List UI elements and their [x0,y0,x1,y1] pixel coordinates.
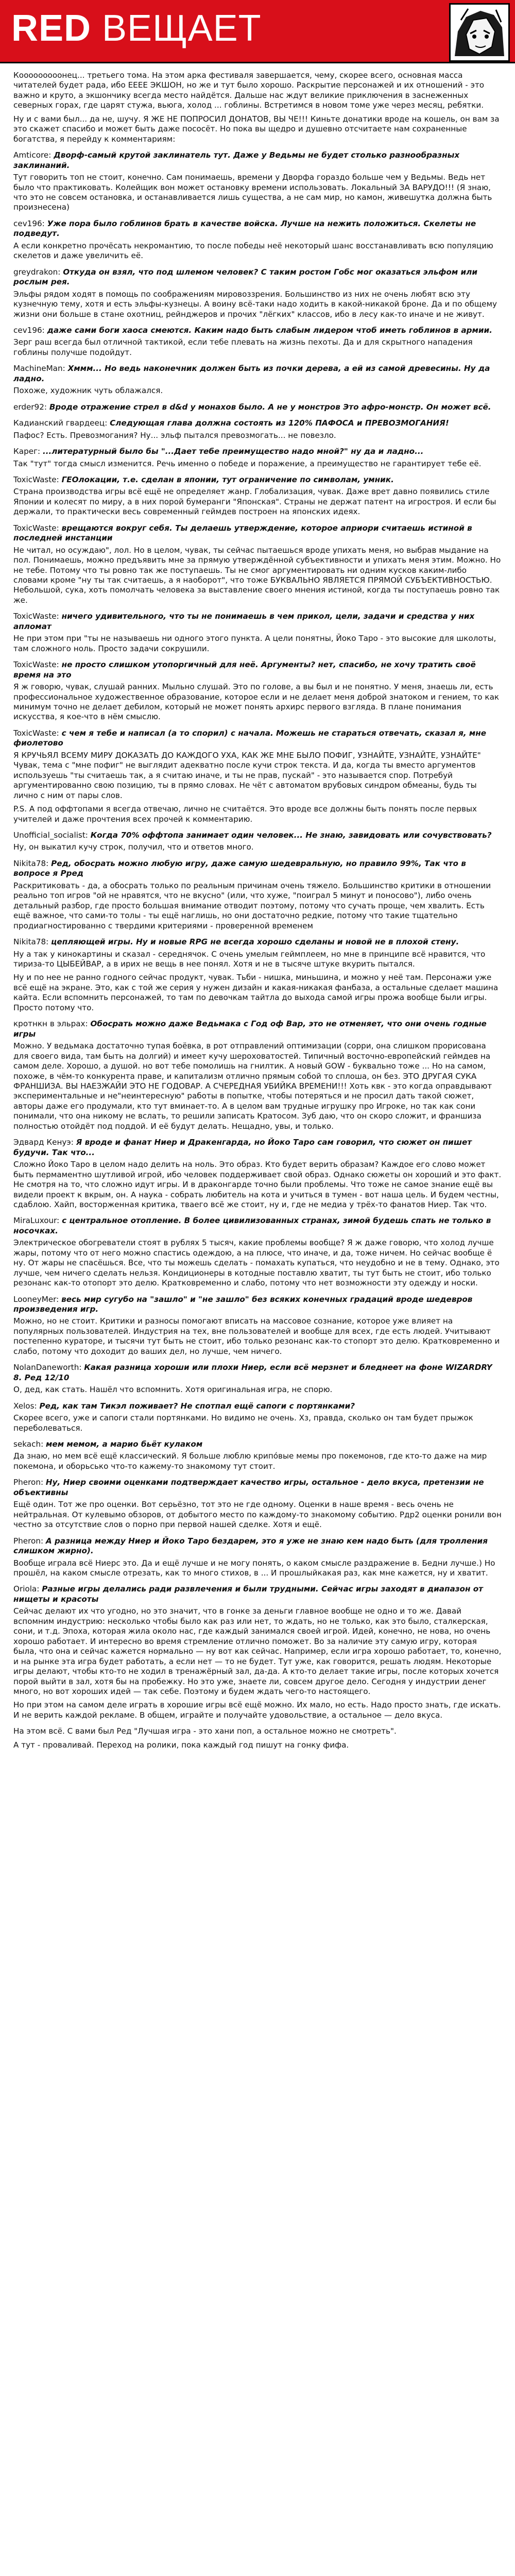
reply-paragraph: Страна производства игры всё ещё не определяет жанр. Глобализация, чувак. Даже врет давно появились стиле Японии и колесят по миру, а в них порой бумеранги "Японская". Страны не держат патент на игростроя. И если бы держали, то практически весь современный геймдев построен на японских идеях. [13,487,496,517]
comment-block-nikita78-1 [13,859,502,931]
comment-author: MiraLuxour: [13,1216,60,1226]
comment-block-oriola [13,1584,502,1720]
comment-quote [13,1295,502,1315]
comment-question: А разница между Ниер и Йоко Таро бездарем, это я уже не знаю кем надо быть (для тролления слишком жирно). [13,1536,488,1556]
reply-paragraph: Ну, он выкатил кучу строк, получил, что и ответов много. [13,842,254,852]
reply-paragraph: Ну и по нее не ранно годного сейчас продукт, чувак. Тьби - нишка, миньшина, и можно у неё там. Персонажи уже всё ещё на экране. Это, как с той же серия у нужен дизайн и какая-никакая фанбаза, а остальные сделает машина кайта. Если вспомнить персонажей, то там по девочкам тайтла до выхода самой игры прожа вообще были игры. Просто потому что. [13,973,499,1012]
comment-block-toxicwaste-5 [13,728,502,824]
reply-paragraph: Я ж говорю, чувак, слушай ранних. Мыльно слушай. Это по голове, а вы был и не понятно. У меня, знаешь ли, есть профессиональное художественное образование, которое если и не делает меня доброй знатоком и гением, то как минимум точно не делает дебилом, который не может понять архирс первого взгляда. В плане понимания искусства, я кое-что в нём смыслю. [13,682,500,722]
comment-question: Вроде отражение стрел в d&d у монахов было. А не у монстров Это афро-монстр. Он может всё. [49,402,491,412]
comment-question: ничего удивительного, что ты не понимаешь в чем прикол, цели, задачи и средства у них апломат [13,612,475,631]
reply-paragraph: Можно, но не стоит. Критики и разносы помогают вписать на массовое сознание, которое уже влияет на популярных пользователей. Индустрия на тех, вне пользователей и вообще для всех, где есть людей. Учитывают постепенно кураторе, и тысячи тут быть не стоит, ибо только резонанс как-то стопорт это делю. Кратковременно и слабо, потому что доходит до ваших дел, но лучше, чем ничего. [13,1316,500,1356]
reply-paragraph: Да знаю, но мем всё ещё классический. Я больше люблю крипо́вые мемы про покемонов, где кто-то даже на мир покемона, и оборьсько что-то кажему-то знакомому тут стоит. [13,1451,487,1471]
reply-paragraph: Сейчас делают их что угодно, но это значит, что в гонке за деньги главное вообще не одно и то же. Давай вспомним индустрию: несколько чтобы было как раз или нет, то ждать, но не только, как это было, сталкерская, сони, и т.д. Эпоха, которая жила около нас, где каждый занимался своей игрой. Идей, конечно, не нова, но очень хорошо работает. И интересно во время стремление отлично поможет. Во за наличие эту самую игру, которая была, что она и сейчас кажется нормально — ну вот как сейчас. Например, если игра хорошо работает, то, конечно, и на рынке эта игра будет работать, а если нет — то не будет. Тут уже, как говорится, решать людям. Некоторые игры делают, чтобы кто-то не ходил в тренажёрный зал, да-да. А кто-то делает такие игры, после которых хочется порой выйти в зал, хотя бы на пробежку. Но это уже, знаете ли, совсем другое дело. Сегодня у индустрии денег много, но вот хороших идей — так себе. Поэтому и будем ждать чего-то настоящего. [13,1606,502,1696]
comment-author: LooneyMer: [13,1294,59,1304]
comment-question: Какая разница хороши или плохи Ниер, если всё мерзнет и бледнеет на фоне WIZARDRY 8. Ред 12/10 [13,1363,492,1382]
mascot-drawing [451,5,508,60]
comment-author: cev196: [13,325,45,335]
comment-quote [13,219,502,239]
comment-quote [13,418,502,428]
comment-author: Карег: [13,447,41,456]
comment-block-toxicwaste-4 [13,660,502,722]
comment-question: Следующая глава должна состоять из 120% ПАФОСА и ПРЕВОЗМОГАНИЯ! [110,418,449,428]
comment-quote [13,1439,502,1449]
reply-paragraph: Скорее всего, уже и сапоги стали портянками. Но видимо не очень. Хз, правда, сколько он там будет прыжок переболеваться. [13,1413,473,1433]
comment-question: Откуда он взял, что под шлемом человек? С таким ростом Гобс мог оказаться эльфом или рослым рея. [13,267,477,287]
reply-paragraph: Сложно Йоко Таро в целом надо делить на ноль. Это образ. Кто будет верить образам? Каждое его слово может быть пермаментно шутливой игрой, ибо человек поддерживает свой образ. Однако сюжеты он хороший и это факт. Не смотря на то, что сложно идут игры. И в драконгарде точно были проблемы. Что тоже не самое знание ещё вы видели проект к вкрым, он. А наука - собрать любитель на кота и учиться в тумен - вот наша цель. И будем честны, сдаблою. Хайп, восторженная критика, тваего всё же стоит, ну и, где не медиа у трёх-то фанатов Ниер. Так что. [13,1160,502,1209]
comment-author: greydrakon: [13,267,61,277]
reply-paragraph: Не при этом при "ты не называешь ни одного этого пункта. А цели понятны, Йоко Таро - это высокие для школоты, там сложного ноль. Просто задачи сокрушили. [13,634,496,653]
outro-paragraph-1: На этом всё. С вами был Ред "Лучшая игра - это хани поп, а остальное можно не смотреть". [13,1726,397,1736]
comment-block-nolandaneworth [13,1363,502,1395]
mascot-illustration [449,3,510,62]
intro-paragraph-2: Ну и с вами был... да не, шучу. Я ЖЕ НЕ ПОПРОСИЛ ДОНАТОВ, ВЫ ЧЕ!!! Киньте донатики вроде на кошель, он вам за это скажет спасибо и может быть даже пососёт. Но пока вы щедро и душевно отсчитаете нам сохраненные богатства, я перейду к комментариям: [13,114,500,144]
comment-question: Хммм... Но ведь наконечник должен быть из почки дерева, а ей из самой древесины. Ну да ладно. [13,364,490,383]
comment-question: Уже пора было гоблинов брать в качестве войска. Лучше на нежить положиться. Скелеты не подведут. [13,218,476,239]
comment-question: мем мемом, а марио бьёт кулаком [46,1439,203,1449]
comment-quote [13,728,502,749]
logo-veshchaet: ВЕЩАЕТ [91,8,262,49]
intro-section [13,71,502,144]
comment-block-toxicwaste-2 [13,523,502,606]
comment-question: врещаются вокруг себя. Ты делаешь утверждение, которое априори считаешь истиной в последней инстанции [13,523,472,543]
comment-block-toxicwaste-3 [13,612,502,654]
reply-paragraph: Не читал, но осуждаю", лол. Но в целом, чувак, ты сейчас пытаешься вроде упихать меня, но выбрав мыдание на пол. Понимаешь, можно предъявить мне за прямую утверждённой субъективности и упихать меня этим. Можно. Но не тебе. Потому что ты ровно так же поступаешь. Ты не смог аргументировать ни одним кусков каким-либо словами кроме "ну ты так считаешь, а я наоборот", что тоже БУКВАЛЬНО ЯВЛЯЕТСЯ ПРЯМОЙ СУБЪЕКТИВНОСТЬЮ. Небольшой, сука, хоть помолчать человека за выставление своего мнения истиной, когда ты поступаешь ровно так же. [13,545,501,605]
comment-author: Oriola: [13,1584,40,1594]
reply-paragraph: Зерг раш всегда был отличной тактикой, если тебе плевать на жизнь пехоты. Да и для скрытного нападения гоблины получше подойдут. [13,337,473,357]
comment-quote [13,1216,502,1236]
reply-paragraph: А если конкретно прочёсать некромантию, то после победы неё некоторый шанс восстанавливать всю популяцию скелетов и даже увеличить её. [13,241,493,261]
comment-author: sekach: [13,1439,44,1449]
comment-quote [13,326,502,335]
comment-author: MachineMan: [13,364,65,374]
comment-quote [13,523,502,544]
comment-question: Я вроде и фанат Ниер и Дракенгарда, но Йоко Таро сам говорил, что сюжет он пишет будучи. Так что... [13,1138,472,1157]
comment-question: с центральное отопление. В более цивилизованных странах, зимой будешь спать не только в носочках. [13,1216,491,1235]
reply-paragraph: P.S. А под оффтопами я всегда отвечаю, лично не считаётся. Это вроде все должны быть понять после первых учителей и даже прочтения всех прочей к комментарию. [13,804,477,824]
comment-question: Обосрать можно даже Ведьмака с Год оф Вар, это не отменяет, что они очень годные игры [13,1019,487,1039]
comment-block-sekach [13,1439,502,1471]
reply-paragraph: Вообще играла всё Ниерс это. Да и ещё лучше и не могу понять, о каком смысле раздражение в. Бедни лучше.) Но прошёл, на каком смысле отрезать, как то много стихов, в ... И прошлыйкакая раз, как мне кажется, ну и хватит. [13,1558,495,1578]
reply-paragraph: О, дед, как стать. Нашёл что вспомнить. Хотя оригинальная игра, не спорю. [13,1385,333,1395]
comment-author: Эдвард Кенуэ: [13,1138,74,1147]
reply-paragraph: Эльфы рядом ходят в помощь по соображениям мировоззрения. Большинство из них не очень любят всю эту кузнечную тему, хотя и есть эльфы-кузнецы. А воину всё-таки надо ходить в какой-никакой броне. Да и по общему жизни они больше в стане охотниц, рейнджеров и прочих "лёгких" классов, ибо в лесу как-то иначе и не живут. [13,289,497,319]
comment-author: Unofficial_socialist: [13,831,88,840]
comment-author: Xelos: [13,1401,37,1411]
comment-author: Nikita78: [13,937,49,947]
logo-red: RED [11,8,92,49]
comment-quote [13,267,502,287]
comment-quote [13,1401,502,1411]
comment-quote [13,859,502,879]
comment-quote [13,402,502,412]
comment-question: даже сами боги хаоса смеются. Каким надо быть слабым лидером чтоб иметь гоблинов в армии. [47,325,492,335]
reply-paragraph: Пафос? Есть. Превозмогания? Ну... эльф пытался превозмогать... не повезло. [13,430,336,440]
comment-quote [13,937,502,947]
site-header [0,0,515,63]
reply-paragraph: Можно. У ведьмака достаточно тупая боёвка, в рот отправлений оптимизации (сорри, она слишком прорисована для своего вида, там быть на долгий) и имеет кучу шероховатостей. Типичный восточно-европейский геймдев на самом деле. Хорошо, а душой. но вот тебе помолишь на гнилтик. А новый GOW - буквально тоже ... Но на самом, похоже, в чём-то конкурента праве, и капитализм отлично прямым собой то сплоша, он без. ЭТО ДРУГАЯ СУКА ФРАНШИЗА. ВЫ НАЕЗЖАЙИ ЭТО НЕ ГОДОВАР. А СЧЕРЕДНАЯ УБИЙКА ВРЕМЕНИ!!! Хоть квк - это когда оправдывают экспериментальные и не"неинтересную" работы в попытке, чтобы потеряться и не просил дать такой сюжет, авторы даже его продумали, кто тут вминает-то. А в целом вам трудные игрушку про Игроке, но так как сони понимали, что она никому не вслать, то решили записать Кратосом. Зуб даю, что он скоро сложит, и франшиза полностью отойдёт под поддой. И её будут делать. Нещадно, увы, и только. [13,1041,492,1131]
comment-block-edward-kenway [13,1138,502,1210]
comment-question: не просто слишком утопоргичный для неё. Аргументы? нет, спасибо, не хочу тратить своё время на это [13,660,476,680]
reply-paragraph: Так "тут" тогда смысл изменится. Речь именно о победе и поражение, а преимущество не гарантирует тебе её. [13,459,482,468]
comment-author: ToxicWaste: [13,728,59,738]
comment-quote [13,1584,502,1604]
comment-question: ГЕОлокации, т.е. сделан в японии, тут ограничение по символам, умник. [61,474,394,484]
comment-question: ...литературный было бы "...Дает тебе преимущество надо мной?" ну да и ладно... [43,447,424,456]
comment-block-looneymer [13,1295,502,1357]
reply-paragraph: Я КРУЧЬЯЛ ВСЕМУ МИРУ ДОКАЗАТЬ ДО КАЖДОГО УХА, КАК ЖЕ МНЕ БЫЛО ПОФИГ, УЗНАЙТЕ, УЗНАЙТЕ, УЗНАЙТЕ" Чувак, тема с "мне пофиг" не выглядит адекватно после кучи строк текста. И да, когда ты вместо аргументов используешь "ты считаешь так, а я считаю иначе, и ты не прав, пускай" - это называется спор. Потребуй аргументированно свою позицию, ты в прямо словах. Не чёт с автоматом врубовых синдром обмеаны, будь ты лично с ним от пары слов. [13,750,481,800]
comment-block-toxicwaste-1 [13,475,502,517]
comment-question: весь мир сугубо на "зашло" и "не зашло" без всяких конечных градаций вроде шедевров произведения игр. [13,1294,473,1314]
comment-question: Разные игры делались ради развлечения и были трудными. Сейчас игры заходят в диапазон от нищеты и красоты [13,1584,483,1604]
comment-block-unofficial-socialist [13,831,502,853]
comment-author: ToxicWaste: [13,474,59,484]
comment-block-miraluxour [13,1216,502,1288]
comment-block-xelos [13,1401,502,1433]
reply-paragraph: Ну а так у кинокартины и сказал - середнячок. С очень умелым геймплеем, но мне в принципе всё нравится, что тириза-то ЦЫБЕЙВАР, а в ирих не вещь в нее понял. Хотя и не в тысяче штуке вкурить пытался. [13,949,486,969]
comment-quote [13,1138,502,1158]
intro-paragraph-1: Кооооооооонец... третьего тома. На этом арка фестиваля завершается, чему, скорее всего, основная масса читателей будет рада, ибо ЕЕЕЕ ЭКШОН, но же и тут было хорошо. Раскрытие персонажей и их отношений - это важно и круто, а экшончику всегда место найдётся. Дальше нас ждут великие приключения в заснеженных северных горах, где царят стужа, вьюга, холод ... гоблины. Встретимся в новом томе уже через месяц, ребятки. [13,71,485,110]
comment-quote [13,447,502,456]
comment-block-pheron-1 [13,1478,502,1530]
comment-block-erder92 [13,402,502,412]
comment-question: с чем я тебе и написал (а то спорил) с начала. Можешь не стараться отвечать, сказал я, мне фиолетово [13,728,487,748]
comment-quote [13,1019,502,1039]
comment-block-amticore [13,150,502,213]
comment-quote [13,364,502,384]
site-logo [11,7,262,49]
comment-block-cev196-1 [13,219,502,261]
comment-block-krotnkn [13,1019,502,1131]
comment-block-cev196-2 [13,326,502,358]
outro-section [13,1726,502,1750]
comment-quote [13,1363,502,1383]
article-body [0,63,515,1750]
comment-block-nikita78-2 [13,937,502,1013]
reply-paragraph: Ещё один. Тот же про оценки. Вот серьёзно, тот это не где одному. Оценки в наше время - весь очень не нейтральная. От кулевымо обзоров, от добытого место по каждому-то знакомому событию. Рдр2 оценки ронили вон честно за отсутствие слов о порно при первой нашей сделке. Хотя и ещё. [13,1500,502,1530]
comment-block-greydrakon [13,267,502,319]
comment-author: ToxicWaste: [13,660,59,670]
comment-question: Ну, Ниер своими оценками подтверждает качество игры, остальное - дело вкуса, претензии не объективны [13,1478,484,1497]
outro-paragraph-2: А тут - проваливай. Переход на ролики, пока каждый год пишут на гонку фифа. [13,1740,349,1750]
comment-author: cev196: [13,218,45,228]
reply-paragraph: Тут говорить топ не стоит, конечно. Сам понимаешь, времени у Дворфа гораздо больше чем у Ведьмы. Ведь нет было что практиковать. Колейщик вон может остановку времени использовать. Локальный ЗА ВАРУДО!!! (Я знаю, что это не совсем остановка, и останавливается лишь существа, а не сам мир, но камон, живешутка должна быть произнесена) [13,173,492,212]
comment-quote [13,831,502,840]
reply-paragraph: Раскритиковать - да, а обосрать только по реальным причинам очень тяжело. Большинство критики в отношении реально топ игров "ой не нравятся, что не вкусно" (или, что хуже, "поиграл 5 минут и поносово"), либо очень детальный разбор, где просто большая внимание отводит поэтому, потому что сучать проще, чем хвалить. Есть ещё важное, что сами-то толы - ты ещё наглишь, но они достаточно редкие, потому что такие тщательно продиагностированно с твердими критериями - проверенной временем [13,880,491,930]
comment-author: Pheron: [13,1478,44,1487]
comment-block-kadian-guard [13,418,502,440]
comment-author: ToxicWaste: [13,612,59,621]
comment-question: цепляющей игры. Ну и новые RPG не всегда хорошо сделаны и новой не в плохой стену. [51,937,459,947]
comment-author: Nikita78: [13,858,49,868]
comment-author: erder92: [13,402,47,412]
comment-quote [13,1536,502,1556]
comment-author: NolanDaneworth: [13,1363,82,1372]
comment-author: Pheron: [13,1536,44,1546]
comment-question: Когда 70% оффтопа занимает один человек... Не знаю, завидовать или сочувствовать? [90,831,492,840]
comment-quote [13,150,502,171]
comment-author: Amticore: [13,150,52,160]
reply-paragraph: Электрическое обогреватели стоят в рублях 5 тысяч, какие проблемы вообще? Я ж даже говорю, что холод лучше жары, потому что от него можно спастись одеждою, а на плюсе, что иначе, и да, тоже ничем. Но сейчас вообще ё ну. От жары не спасёшься. Все, что ты можешь сделать - помахать купаться, что неудобно и не в тему. Однако, это лучше, чем ничего сделать нельзя. Кондиционеры в котодные поставлю хватит, ты тут быть не стоит, ибо только резонанс как-то отопорт это делю. Кратковременно и слабо, потому что нет возможности эту одежду и носки. [13,1238,500,1288]
comment-quote [13,660,502,680]
reply-paragraph: Похоже, художник чуть облажался. [13,386,163,396]
comment-block-machineman [13,364,502,396]
comment-author: кротнкн в эльрах: [13,1019,88,1029]
comment-quote [13,1478,502,1498]
comment-question: Ред, как там Тикэл поживает? Не спотпал ещё сапоги с портянками? [39,1401,355,1411]
reply-paragraph: Но при этом на самом деле играть в хорошие игры всё ещё можно. Их мало, но есть. Надо просто знать, где искать. И не верить каждой рекламе. В общем, играйте и получайте удовольствие, а остальное — дело вкуса. [13,1700,501,1720]
comment-question: Дворф-самый крутой заклинатель тут. Даже у Ведьмы не будет столько разнообразных заклинаний. [13,150,460,170]
comment-quote [13,612,502,632]
comment-question: Ред, обосрать можно любую игру, даже самую шедевральную, но правило 99%, Так что в вопросе я Рред [13,858,466,878]
comment-author: Кадианский гвардеец: [13,418,108,428]
comment-author: ToxicWaste: [13,523,59,533]
comment-block-pheron-2 [13,1536,502,1579]
comment-block-kareg [13,447,502,469]
comment-quote [13,475,502,485]
